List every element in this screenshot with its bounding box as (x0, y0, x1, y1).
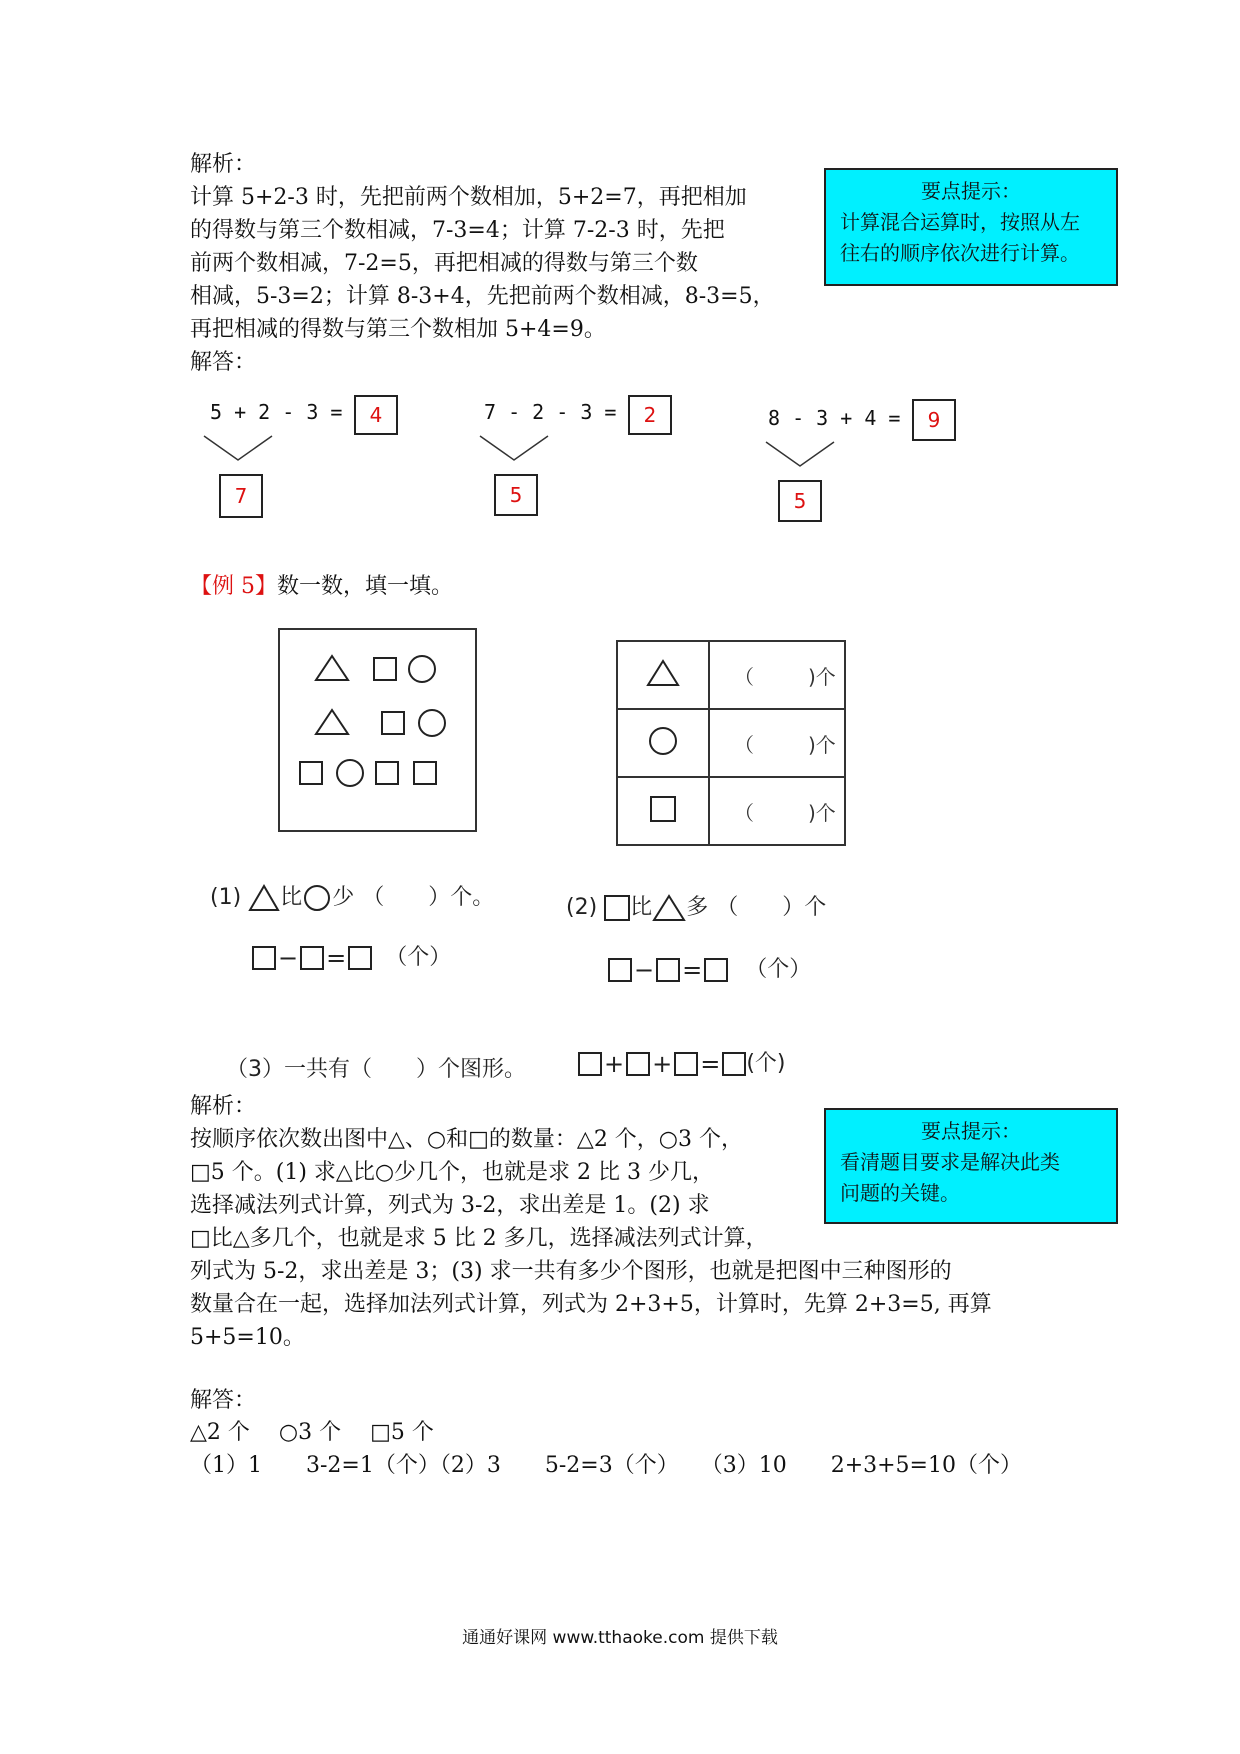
formula-2 (608, 952, 811, 984)
plus-sign: + (652, 1050, 673, 1078)
analysis-line: □5 个。(1) 求△比○少几个，也就是求 2 比 3 少几， (190, 1160, 715, 1185)
compare-word: 比 (280, 885, 303, 910)
table-row (617, 777, 845, 845)
table-cell-count (709, 641, 845, 709)
equation-expr: 8 - 3 + 4 = (768, 406, 901, 430)
question-2 (566, 890, 826, 923)
minus-sign: − (278, 944, 299, 972)
analysis-line: 计算 5+2-3 时，先把前两个数相加，5+2=7，再把相加 (190, 185, 747, 210)
compare-word: 少 (332, 885, 355, 910)
analysis-line: 选择减法列式计算，列式为 3-2，求出差是 1。(2) 求 (190, 1193, 710, 1218)
analysis-line: 数量合在一起，选择加法列式计算，列式为 2+3+5，计算时，先算 2+3=5, 再算 (190, 1292, 992, 1317)
paren-close-unit: )个 (808, 732, 836, 757)
analysis-line: 再把相减的得数与第三个数相加 5+4=9。 (190, 317, 606, 342)
blank-box (626, 1052, 650, 1076)
analysis-line: 的得数与第三个数相减，7-3=4；计算 7-2-3 时，先把 (190, 218, 725, 243)
split-lines (200, 430, 280, 470)
answer-blank: （ ）个。 (362, 885, 495, 910)
paren-close-unit: )个 (808, 800, 836, 825)
blank-box (722, 1052, 746, 1076)
table-cell-count (709, 777, 845, 845)
compare-word: 比 (630, 895, 653, 920)
count-table (616, 640, 846, 846)
equals-sign: = (700, 1050, 721, 1078)
page-footer: 通通好课网 www.tthaoke.com 提供下载 (462, 1628, 778, 1648)
question-number: (2) (566, 895, 598, 920)
example-heading (190, 570, 453, 603)
intermediate-result-box: 5 (494, 474, 538, 516)
question-number: (1) (210, 885, 242, 910)
equals-sign: = (326, 944, 347, 972)
triangle-icon (248, 883, 280, 913)
analysis-label-2: 解析： (190, 1094, 257, 1119)
hint-title: 要点提示： (921, 179, 1021, 203)
hint-title: 要点提示： (921, 1119, 1021, 1143)
analysis-line: 前两个数相减，7-2=5，再把相减的得数与第三个数 (190, 251, 698, 276)
answer-label-1: 解答： (190, 350, 257, 375)
analysis-line: 列式为 5-2，求出差是 3；(3) 求一共有多少个图形，也就是把图中三种图形的 (190, 1259, 952, 1284)
paren-open: （ (734, 800, 754, 825)
blank-box (674, 1052, 698, 1076)
equation-result-box: 2 (628, 395, 672, 435)
analysis-line: □比△多几个，也就是求 5 比 2 多几，选择减法列式计算， (190, 1226, 768, 1251)
equals-sign: = (682, 956, 703, 984)
circle-icon (302, 883, 332, 913)
formula-3 (578, 1046, 786, 1078)
blank-box (252, 946, 276, 970)
equation-result-box: 4 (354, 395, 398, 435)
square-icon (604, 895, 630, 921)
table-row (617, 641, 845, 709)
analysis-label-1: 解析： (190, 152, 257, 177)
unit-label: (个) (746, 1051, 786, 1076)
example-tag: 【例 5】 (190, 574, 277, 599)
blank-box (300, 946, 324, 970)
example-title: 数一数，填一填。 (277, 574, 454, 599)
shapes-picture (278, 628, 478, 834)
compare-word: 多 (686, 895, 709, 920)
answer-blank: （ ）个 (716, 895, 827, 920)
answer-line: （1）1 3-2=1（个）（2）3 5-2=3（个） （3）10 2+3+5=10（个） (190, 1453, 1022, 1478)
intermediate-result-box: 7 (219, 474, 263, 518)
paren-open: （ (734, 732, 754, 757)
blank-box (348, 946, 372, 970)
unit-label: （个） (745, 957, 812, 982)
hint-box-2 (824, 1108, 1118, 1224)
analysis-paragraph-1 (190, 181, 775, 346)
equation-result-box: 9 (912, 399, 956, 441)
question-1 (210, 880, 494, 913)
intermediate-result-box: 5 (778, 480, 822, 522)
unit-label: （个） (385, 945, 452, 970)
equation-expr: 5 + 2 - 3 = (210, 400, 343, 424)
plus-sign: + (604, 1050, 625, 1078)
triangle-icon (652, 893, 686, 923)
analysis-line: 5+5=10。 (190, 1325, 305, 1350)
minus-sign: − (634, 956, 655, 984)
split-lines (762, 436, 842, 476)
hint-line: 问题的关键。 (840, 1181, 960, 1205)
table-row (617, 709, 845, 777)
square-icon (646, 793, 680, 825)
table-cell-count (709, 709, 845, 777)
paren-open: （ (734, 664, 754, 689)
table-cell-shape (617, 709, 709, 777)
blank-box (578, 1052, 602, 1076)
analysis-line: 相减，5-3=2；计算 8-3+4，先把前两个数相减，8-3=5， (190, 284, 775, 309)
blank-box (704, 958, 728, 982)
blank-box (608, 958, 632, 982)
triangle-icon (646, 658, 680, 688)
equation-expr: 7 - 2 - 3 = (484, 400, 617, 424)
circle-icon (646, 725, 680, 757)
hint-line: 往右的顺序依次进行计算。 (840, 241, 1080, 265)
formula-1 (252, 940, 451, 972)
split-lines (476, 430, 556, 470)
blank-box (656, 958, 680, 982)
answer-line: △2 个 ○3 个 □5 个 (190, 1420, 434, 1445)
answer-label-2: 解答： (190, 1388, 257, 1413)
hint-line: 计算混合运算时，按照从左 (840, 210, 1080, 234)
paren-close-unit: )个 (808, 664, 836, 689)
hint-line: 看清题目要求是解决此类 (840, 1150, 1060, 1174)
question-3: （3）一共有（ ）个图形。 (226, 1057, 526, 1082)
analysis-line: 按顺序依次数出图中△、○和□的数量：△2 个，○3 个， (190, 1127, 743, 1152)
table-cell-shape (617, 777, 709, 845)
table-cell-shape (617, 641, 709, 709)
hint-box-1 (824, 168, 1118, 286)
